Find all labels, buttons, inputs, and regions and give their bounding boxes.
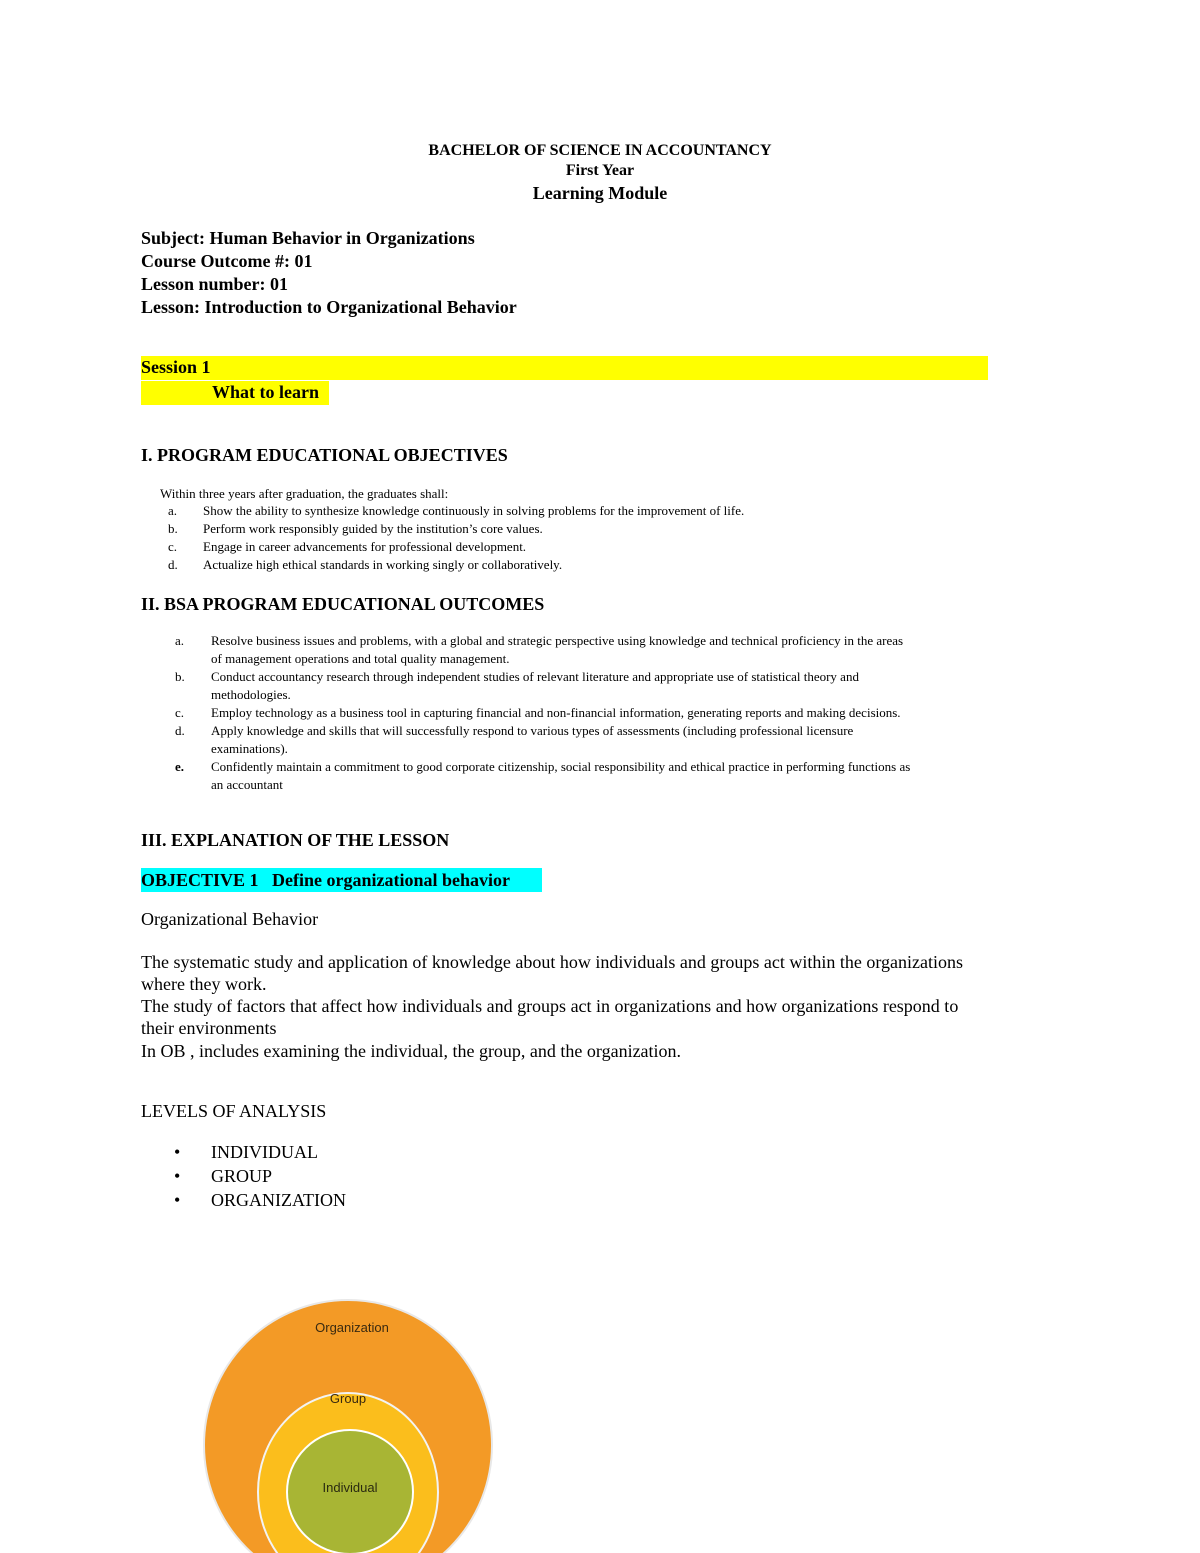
course-outcome-line: Course Outcome #: 01 bbox=[141, 251, 313, 271]
definition-1: The systematic study and application of knowledge about how individuals and groups act within the organizations where they work. bbox=[141, 952, 963, 994]
bullet-icon: • bbox=[174, 1190, 181, 1210]
outcomes-heading: II. BSA PROGRAM EDUCATIONAL OUTCOMES bbox=[141, 594, 545, 614]
bullet-icon: • bbox=[174, 1142, 181, 1162]
peo-intro: Within three years after graduation, the graduates shall: bbox=[160, 486, 449, 501]
list-item: c. Engage in career advancements for professional development. bbox=[168, 539, 527, 554]
peo-heading: I. PROGRAM EDUCATIONAL OBJECTIVES bbox=[141, 445, 508, 465]
bullet-icon: • bbox=[174, 1166, 181, 1186]
levels-diagram bbox=[185, 1270, 511, 1553]
lesson-line: Lesson: Introduction to Organizational Behavior bbox=[141, 297, 517, 317]
explanation-heading: III. EXPLANATION OF THE LESSON bbox=[141, 830, 450, 850]
list-item: • ORGANIZATION bbox=[174, 1190, 346, 1210]
levels-list bbox=[0, 1142, 1200, 1214]
list-item: b. Conduct accountancy research through independent studies of relevant literature and appropriate use of statistical theory and methodologies. bbox=[175, 669, 859, 702]
definition-2: The study of factors that affect how individuals and groups act in organizations and how organizations respond to their environments bbox=[141, 996, 959, 1038]
term-label: Organizational Behavior bbox=[141, 909, 319, 929]
objective-label: OBJECTIVE 1 Define organizational behavior bbox=[141, 870, 511, 890]
peo-list bbox=[0, 502, 1200, 574]
what-to-learn-label: What to learn bbox=[212, 382, 319, 402]
session-label: Session 1 bbox=[141, 357, 211, 377]
module-title: Learning Module bbox=[532, 183, 668, 203]
definition-3: In OB , includes examining the individual, the group, and the organization. bbox=[141, 1041, 682, 1061]
list-item: a. Show the ability to synthesize knowledge continuously in solving problems for the improvement of life. bbox=[168, 503, 745, 518]
levels-heading: LEVELS OF ANALYSIS bbox=[141, 1101, 327, 1121]
lesson-number-line: Lesson number: 01 bbox=[141, 274, 289, 294]
list-item: e. Confidently maintain a commitment to good corporate citizenship, social responsibility and ethical practice in performing functions as an accountant bbox=[175, 759, 911, 792]
organization-label: Organization bbox=[315, 1320, 389, 1335]
group-label: Group bbox=[329, 1391, 367, 1406]
session-highlight bbox=[141, 356, 988, 380]
list-item: d. Actualize high ethical standards in working singly or collaboratively. bbox=[168, 557, 563, 572]
individual-label: Individual bbox=[322, 1480, 378, 1495]
list-item: • GROUP bbox=[174, 1166, 273, 1186]
year-label: First Year bbox=[565, 162, 635, 179]
program-title: BACHELOR OF SCIENCE IN ACCOUNTANCY bbox=[428, 142, 772, 159]
subject-line: Subject: Human Behavior in Organizations bbox=[141, 228, 475, 248]
list-item: a. Resolve business issues and problems, with a global and strategic perspective using knowledge and technical proficiency in the areas of management operations and total quality management. bbox=[175, 633, 904, 666]
outcomes-list bbox=[0, 632, 1200, 794]
list-item: b. Perform work responsibly guided by the institution’s core values. bbox=[168, 521, 543, 536]
list-item: d. Apply knowledge and skills that will successfully respond to various types of assessments (including professional licensure examinations). bbox=[175, 723, 854, 756]
list-item: c. Employ technology as a business tool in capturing financial and non-financial information, generating reports and making decisions. bbox=[175, 705, 901, 720]
list-item: • INDIVIDUAL bbox=[174, 1142, 318, 1162]
